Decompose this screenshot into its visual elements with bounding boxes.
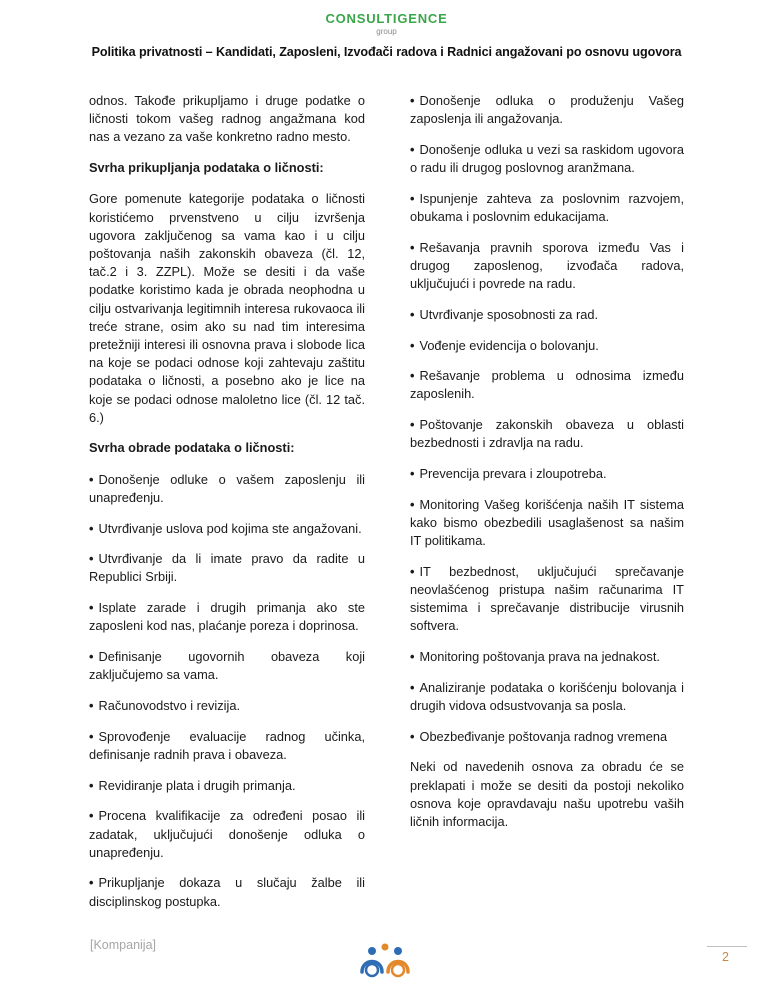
left-column	[89, 92, 365, 923]
bullet-item	[410, 496, 684, 551]
bullet-icon: •	[410, 93, 415, 108]
bullet-icon: •	[89, 551, 94, 567]
bullet-text: Utvrđivanje da li imate pravo da radite u Republici Srbiji.	[89, 551, 365, 585]
bullet-icon: •	[89, 600, 94, 616]
bullet-icon: •	[89, 808, 94, 824]
bullet-icon: •	[410, 190, 415, 206]
bullet-item	[89, 550, 365, 586]
bullet-item	[89, 648, 365, 684]
bullet-icon: •	[89, 875, 94, 891]
bullet-item	[89, 807, 365, 862]
bullet-item	[410, 92, 684, 128]
bullet-item	[89, 471, 365, 507]
footer-logo-icon	[350, 942, 420, 982]
bullet-icon: •	[410, 368, 415, 384]
intro-paragraph: odnos. Takođe prikupljamo i druge podatke o ličnosti tokom vašeg radnog angažmana kod nas a vezano za vaše konkretno radno mesto.	[89, 93, 365, 145]
bullet-item	[89, 777, 365, 795]
bullet-text: Donošenje odluke o vašem zaposlenju ili unapređenju.	[89, 471, 365, 505]
bullet-item	[410, 367, 684, 403]
bullet-text: Rešavanje problema u odnosima između zaposlenih.	[410, 368, 684, 402]
bullet-text: Prevencija prevara i zloupotreba.	[419, 466, 607, 482]
bullet-item	[410, 141, 684, 177]
page-number-rule	[707, 946, 747, 947]
bullet-text: Donošenje odluka o produženju Vašeg zaposlenja ili angažovanja.	[410, 93, 684, 127]
bullet-icon: •	[410, 728, 415, 744]
closing-paragraph: Neki od navedenih osnova za obradu će se preklapati i može se desiti da postoji nekoliko osnova koje opravdavaju našu upotrebu vaših ličnih informacija.	[410, 759, 684, 830]
bullet-item	[410, 648, 684, 666]
bullet-icon: •	[410, 563, 415, 579]
bullet-text: Obezbeđivanje poštovanja radnog vremena	[419, 728, 668, 744]
bullet-text: Isplate zarade i drugih primanja ako ste zaposleni kod nas, plaćanje poreza i doprinosa.	[89, 600, 365, 634]
bullet-text: Definisanje ugovornih obaveza koji zaključujemo sa vama.	[89, 649, 365, 683]
bullet-item	[89, 599, 365, 635]
bullet-item	[410, 728, 684, 746]
bullet-icon: •	[410, 466, 415, 482]
bullet-item	[410, 679, 684, 715]
bullet-icon: •	[410, 306, 415, 322]
document-title: Politika privatnosti – Kandidati, Zaposleni, Izvođači radova i Radnici angažovani po osnovu ugovora	[91, 45, 682, 59]
bullet-text: Prikupljanje dokaza u slučaju žalbe ili disciplinskog postupka.	[89, 875, 365, 909]
bullet-text: Utvrđivanje uslova pod kojima ste angažovani.	[98, 520, 362, 536]
bullet-text: Analiziranje podataka o korišćenju bolovanja i drugih vidova odsustvovanja sa posla.	[410, 679, 684, 714]
bullet-item	[410, 239, 684, 294]
bullet-text: Rešavanja pravnih sporova između Vas i drugog zaposlenog, izvođača radova, uključujući i povrede na radu.	[410, 239, 684, 292]
left-bullet-list	[89, 471, 365, 911]
bullet-item	[410, 190, 684, 226]
bullet-text: Utvrđivanje sposobnosti za rad.	[419, 306, 599, 322]
bullet-text: Ispunjenje zahteva za poslovnim razvojem, obukama i poslovnim edukacijama.	[410, 190, 684, 225]
bullet-text: Monitoring Vašeg korišćenja naših IT sistema kako bismo obezbedili usaglašenost sa našim IT politikama.	[410, 496, 684, 549]
consultigence-logo	[0, 12, 773, 36]
bullet-item	[89, 728, 365, 764]
bullet-text: Poštovanje zakonskih obaveza u oblasti bezbednosti i zdravlja na radu.	[410, 417, 684, 451]
bullet-item	[89, 697, 365, 715]
section-heading-processing-purpose: Svrha obrade podataka o ličnosti:	[89, 440, 295, 456]
footer-company-placeholder: [Kompanija]	[90, 938, 157, 952]
logo-name: CONSULTIGENCE	[325, 11, 448, 26]
bullet-text: IT bezbednost, uključujući sprečavanje neovlašćenog pristupa našim računarima IT sistemima i sprečavanje distribucije virusnih softvera.	[410, 563, 684, 634]
right-bullet-list	[410, 92, 684, 746]
collection-purpose-paragraph: Gore pomenute kategorije podataka o ličnosti koristićemo prvenstveno u cilju izvršenja ugovora zaključenog sa vama kao i u cilju poštovanja naših zakonskih obaveza (čl. 12, tač.2 i 3. ZZPL). Može se desiti i da vaše podatke koristimo kada je obrada neophodna u cilju ostvarivanja legitimnih interesa rukovaoca ili treće strane, osim ako su nad tim interesima pretežniji interesi ili osnovna prava i slobode lica na koje se podaci odnose koji zahtevaju zaštitu podataka o ličnosti, a posebno ako je lice na koje se podaci odnose maloletno lice (čl. 12 tač. 6.)	[89, 191, 365, 425]
bullet-icon: •	[410, 239, 415, 255]
bullet-item	[410, 337, 684, 355]
bullet-icon: •	[89, 520, 94, 536]
bullet-item	[410, 465, 684, 483]
logo-sub: group	[376, 27, 397, 36]
bullet-icon: •	[89, 728, 94, 744]
bullet-text: Revidiranje plata i drugih primanja.	[98, 777, 296, 793]
right-column	[410, 92, 684, 844]
bullet-icon: •	[410, 679, 415, 695]
bullet-text: Vođenje evidencija o bolovanju.	[419, 337, 599, 353]
bullet-item	[410, 306, 684, 324]
bullet-icon: •	[89, 777, 94, 793]
page-number: 2	[722, 950, 729, 964]
bullet-item	[410, 416, 684, 452]
bullet-item	[89, 520, 365, 538]
bullet-icon: •	[410, 417, 415, 433]
bullet-item	[89, 874, 365, 910]
bullet-item	[410, 563, 684, 636]
bullet-icon: •	[89, 471, 94, 487]
bullet-icon: •	[410, 496, 415, 512]
bullet-text: Donošenje odluka u vezi sa raskidom ugovora o radu ili drugog poslovnog aranžmana.	[410, 141, 684, 176]
bullet-icon: •	[89, 649, 94, 665]
bullet-icon: •	[89, 697, 94, 713]
bullet-text: Sprovođenje evaluacije radnog učinka, definisanje radnih prava i obaveza.	[89, 728, 365, 762]
bullet-text: Monitoring poštovanja prava na jednakost.	[419, 649, 660, 665]
bullet-icon: •	[410, 337, 415, 353]
bullet-icon: •	[410, 141, 415, 157]
section-heading-collection-purpose: Svrha prikupljanja podataka o ličnosti:	[89, 160, 324, 176]
bullet-text: Računovodstvo i revizija.	[98, 697, 241, 713]
bullet-text: Procena kvalifikacije za određeni posao ili zadatak, uključujući donošenje odluka o unapređenju.	[89, 808, 365, 860]
bullet-icon: •	[410, 649, 415, 665]
